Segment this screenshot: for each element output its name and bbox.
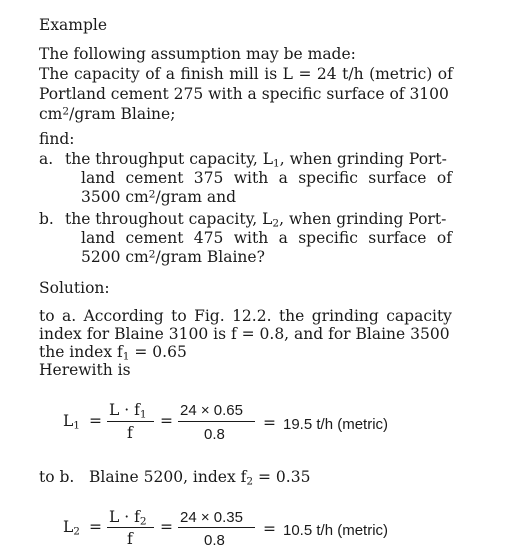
find-a-word: surface: [368, 169, 427, 187]
eq1-denominator-2: 0.8: [204, 426, 225, 443]
eq1-numerator: $L \cdot f_1$: [109, 401, 147, 421]
intro-word: of: [145, 65, 161, 83]
solution-a-line-2: index for Blaine 3100 is f = 0.8, and for Blaine 3500: [39, 325, 450, 343]
eq2-numerator: $L \cdot f_2$: [109, 508, 147, 528]
find-a-marker: a.: [39, 150, 54, 168]
intro-word: is: [264, 65, 278, 83]
eq2-denominator-2: 0.8: [204, 532, 225, 549]
find-a-word: 375: [193, 169, 224, 187]
find-a-word: land: [81, 169, 116, 187]
eq2-fraction-bar-2: [178, 527, 255, 528]
find-b-line-3: 5200 $cm^2$/gram Blaine?: [81, 248, 265, 266]
eq1-fraction-bar-2: [178, 421, 255, 422]
solution-a-word: 12.2.: [232, 307, 272, 325]
solution-a-word: a.: [61, 307, 77, 325]
solution-b-label: to b.: [39, 468, 75, 486]
intro-line-2: [39, 67, 453, 83]
solution-a-word: Fig.: [194, 307, 225, 325]
find-a-word: specific: [298, 169, 358, 187]
solution-a-word: According: [83, 307, 164, 325]
intro-word: 24: [316, 65, 337, 83]
solution-a-word: to: [39, 307, 55, 325]
intro-word: The: [39, 65, 69, 83]
find-b-word: cement: [125, 229, 184, 247]
eq2-lhs: $L_2$: [63, 518, 80, 538]
intro-word: mill: [229, 65, 259, 83]
eq1-equals: =: [89, 412, 102, 430]
solution-a-word: capacity: [386, 307, 452, 325]
eq1-numerator-2: 24 × 0.65: [180, 402, 243, 419]
eq1-lhs: $L_1$: [63, 412, 80, 432]
example-heading: Example: [39, 16, 108, 34]
solution-b-text: Blaine 5200, index $f_2 = 0.35$: [89, 468, 311, 488]
intro-word: (metric): [369, 65, 433, 83]
eq1-equals-2: =: [160, 412, 173, 430]
eq2-equals-2: =: [160, 518, 173, 536]
find-b-word: land: [81, 229, 116, 247]
find-b-word: surface: [368, 229, 427, 247]
solution-a-line-1: [39, 309, 452, 325]
solution-label: Solution:: [39, 279, 110, 297]
find-label: find:: [39, 130, 75, 148]
solution-a-line-4: Herewith is: [39, 361, 131, 379]
eq2-fraction-bar: [107, 527, 154, 528]
find-a-line-1: the throughput capacity, $L_1$, when grinding Port-: [65, 150, 447, 170]
intro-line-1: The following assumption may be made:: [39, 45, 356, 63]
solution-a-word: grinding: [311, 307, 379, 325]
find-a-word: with: [233, 169, 269, 187]
intro-word: a: [165, 65, 175, 83]
solution-a-line-3: the index $f_1 = 0.65$: [39, 343, 187, 363]
eq2-result: 10.5 t/h (metric): [283, 522, 389, 539]
intro-word: L: [282, 65, 293, 83]
find-a-word: a: [278, 169, 288, 187]
find-b-word: with: [233, 229, 269, 247]
solution-a-word: to: [171, 307, 187, 325]
eq1-denominator: f: [127, 424, 133, 442]
intro-word: finish: [180, 65, 224, 83]
find-b-line-1: the throughout capacity, $L_2$, when grinding Port-: [65, 210, 447, 230]
solution-a-word: the: [278, 307, 305, 325]
eq1-result: 19.5 t/h (metric): [283, 416, 389, 433]
find-a-word: of: [436, 169, 452, 187]
find-a-line-2: [81, 171, 452, 187]
find-a-line-3: 3500 $cm^2$/gram and: [81, 188, 237, 206]
find-b-word: a: [278, 229, 288, 247]
intro-word: of: [437, 65, 453, 83]
eq2-equals-3: =: [263, 520, 276, 538]
find-b-marker: b.: [39, 210, 54, 228]
intro-word: t/h: [342, 65, 364, 83]
intro-line-3: Portland cement 275 with a specific surface of 3100: [39, 85, 449, 103]
find-b-word: specific: [298, 229, 358, 247]
find-b-line-2: [81, 231, 452, 247]
eq2-numerator-2: 24 × 0.35: [180, 509, 243, 526]
find-a-word: cement: [125, 169, 184, 187]
intro-line-4: $cm^2$/gram Blaine;: [39, 105, 176, 123]
eq1-equals-3: =: [263, 414, 276, 432]
find-b-word: of: [436, 229, 452, 247]
intro-word: =: [298, 65, 312, 83]
eq2-denominator: f: [127, 530, 133, 548]
intro-word: capacity: [73, 65, 140, 83]
find-b-word: 475: [193, 229, 224, 247]
eq2-equals: =: [89, 518, 102, 536]
eq1-fraction-bar: [107, 421, 154, 422]
